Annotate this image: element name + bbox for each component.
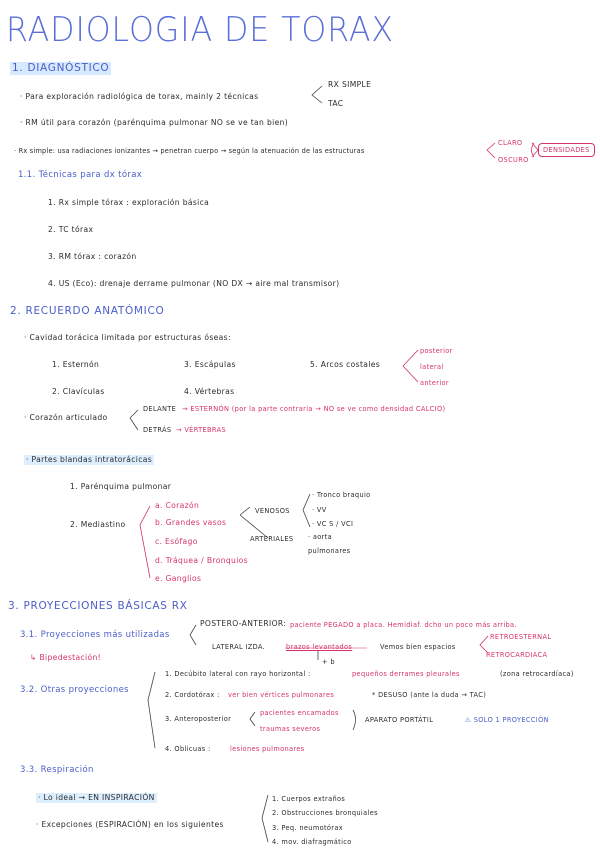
resp-ideal: · Lo ideal → EN INSPIRACIÓN <box>38 793 155 802</box>
med-d: d. Tráquea / Bronquios <box>155 556 248 565</box>
venoso-2: · VV <box>312 506 327 514</box>
med-e: e. Ganglios <box>155 574 202 583</box>
s1-bullet-1: · Para exploración radiológica de torax, mainly 2 técnicas <box>20 92 259 101</box>
s1-opt-rx: RX SIMPLE <box>328 80 372 89</box>
arterial-1: · aorta <box>308 533 333 541</box>
lat-text-2: Vemos bien espacios <box>380 643 456 651</box>
technique-4: 4. US (Eco): drenaje derrame pulmonar (NO DX → aire mal transmisor) <box>48 279 340 288</box>
exception-3: 3. Peq. neumotórax <box>272 824 344 832</box>
lat-retrocardiaca: RETROCARDIACA <box>486 651 548 659</box>
med-c: c. Esófago <box>155 537 198 546</box>
med-a: a. Corazón <box>155 501 200 510</box>
bone-2: 2. Clavículas <box>52 387 105 396</box>
other-3-text: APARATO PORTÁTIL <box>365 716 434 724</box>
resp-exceptions: · Excepciones (ESPIRACIÓN) en los siguientes <box>36 820 224 829</box>
other-3-opt-2: traumas severos <box>260 725 321 733</box>
part-1: 1. Parénquima pulmonar <box>70 482 172 491</box>
s3-sub-2: 3.2. Otras proyecciones <box>20 685 129 695</box>
bipedestacion: ↳ Bipedestación! <box>30 653 102 662</box>
other-1-note: (zona retrocardíaca) <box>500 670 574 678</box>
s3-sub-1: 3.1. Proyecciones más utilizadas <box>20 630 170 640</box>
other-2-note: * DESUSO (ante la duda → TAC) <box>372 691 487 699</box>
arco-posterior: posterior <box>420 347 453 355</box>
s1-opt-tac: TAC <box>328 99 344 108</box>
pa-label: POSTERO-ANTERIOR: <box>200 619 287 628</box>
exception-2: 2. Obstrucciones bronquiales <box>272 809 378 817</box>
s1-densidades: DENSIDADES <box>538 143 595 157</box>
detras-label: DETRÁS <box>143 426 172 434</box>
other-4: 4. Oblicuas : <box>165 745 211 753</box>
s2-bullet-1: · Cavidad torácica limitada por estructuras óseas: <box>24 333 231 342</box>
arco-lateral: lateral <box>420 363 444 371</box>
other-3: 3. Anteroposterior <box>165 715 232 723</box>
s1-opt-claro: CLARO <box>498 139 523 147</box>
s1-opt-oscuro: OSCURO <box>498 156 529 164</box>
section-3-heading: 3. PROYECCIONES BÁSICAS RX <box>8 600 188 612</box>
pa-text: paciente PEGADO a placa. Hemidiaf. dcho un poco más arriba. <box>290 621 517 629</box>
bone-1: 1. Esternón <box>52 360 100 369</box>
venosos-label: VENOSOS <box>255 507 290 515</box>
lat-retroesternal: RETROESTERNAL <box>490 633 552 641</box>
lat-label: LATERAL IZDA. <box>212 643 266 651</box>
other-2: 2. Cordotórax : <box>165 691 220 699</box>
section-2-heading: 2. RECUERDO ANATÓMICO <box>10 305 165 317</box>
other-4-text: lesiones pulmonares <box>230 745 305 753</box>
other-2-text: ver bien vértices pulmonares <box>228 691 335 699</box>
detras-text: → VÉRTEBRAS <box>176 426 226 434</box>
med-b: b. Grandes vasos <box>155 518 227 527</box>
bone-4: 4. Vértebras <box>184 387 235 396</box>
delante-label: DELANTE <box>143 405 177 413</box>
technique-1: 1. Rx simple tórax : exploración básica <box>48 198 210 207</box>
bone-3: 3. Escápulas <box>184 360 236 369</box>
s3-sub-3: 3.3. Respiración <box>20 765 94 775</box>
exception-4: 4. mov. diafragmático <box>272 838 352 846</box>
s2-bullet-3: · Partes blandas intratorácicas <box>26 455 153 464</box>
venoso-1: · Tronco braquio <box>312 491 371 499</box>
other-1: 1. Decúbito lateral con rayo horizontal : <box>165 670 311 678</box>
technique-2: 2. TC tórax <box>48 225 94 234</box>
other-1-text: pequeños derrames pleurales <box>352 670 460 678</box>
technique-3: 3. RM tórax : corazón <box>48 252 137 261</box>
part-2: 2. Mediastino <box>70 520 126 529</box>
section-1-heading: 1. DIAGNÓSTICO <box>12 62 110 74</box>
s1-bullet-3: · Rx simple: usa radiaciones ionizantes → penetran cuerpo → según la atenuación de las estructuras <box>14 147 365 155</box>
lat-text-1: brazos levantados <box>286 643 353 651</box>
page-title: RADIOLOGIA DE TORAX <box>6 10 395 50</box>
other-3-note: ⚠ SOLO 1 PROYECCIÓN <box>465 716 549 724</box>
arterial-2: pulmonares <box>308 547 351 555</box>
venoso-3: · VC S / VCI <box>312 520 354 528</box>
s1-sub-heading: 1.1. Técnicas para dx tórax <box>18 170 143 180</box>
arteriales-label: ARTERIALES <box>250 535 294 543</box>
s2-bullet-2: · Corazón articulado <box>24 413 108 422</box>
bone-5: 5. Arcos costales <box>310 360 381 369</box>
exception-1: 1. Cuerpos extraños <box>272 795 346 803</box>
delante-text: → ESTERNÓN (por la parte contraria → NO se ve como densidad CALCIO) <box>182 405 446 413</box>
s1-bullet-2: · RM útil para corazón (parénquima pulmonar NO se ve tan bien) <box>20 118 289 127</box>
other-3-opt-1: pacientes encamados <box>260 709 339 717</box>
lat-note: + b <box>322 658 335 666</box>
arco-anterior: anterior <box>420 379 449 387</box>
